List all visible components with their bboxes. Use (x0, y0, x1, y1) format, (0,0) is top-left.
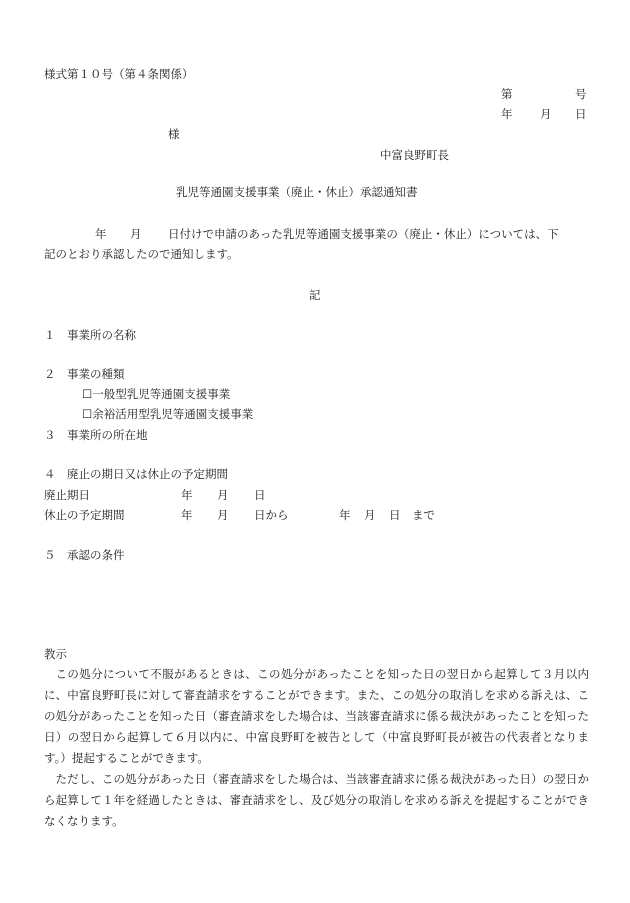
suspension-from-day: 日から (254, 508, 289, 522)
intro-month: 月 (130, 227, 142, 241)
suspension-until-year: 年 (339, 508, 351, 522)
intro-text-line2: 記のとおり承認したので通知します。 (44, 247, 239, 261)
notice-paragraph-1: この処分について不服があるときは、この処分があったことを知った日の翌日から起算して３月以内に、中富良野町長に対して審査請求をすることができます。また、この処分の取消しを求める訴えは、この処分があったことを知った日（審査請求をした場合は、当該審査請求に係る裁決があったことを知った日）の翌日から起算して６月以内に、中富良野町を被告として（中富良野町長が被告の代表者となります。）提起することができます。 (44, 667, 589, 765)
suspension-until-day: 日 まで (389, 508, 435, 522)
notice-heading: 教示 (44, 647, 67, 661)
suspension-label: 休止の予定期間 (44, 508, 125, 522)
abolition-year: 年 (181, 488, 193, 502)
doc-number-suffix: 号 (575, 87, 587, 101)
intro-year: 年 (95, 227, 107, 241)
item-5-conditions: ５ 承認の条件 (44, 548, 125, 562)
abolition-day: 日 (254, 488, 266, 502)
suspension-until-month: 月 (364, 508, 376, 522)
document-title: 乳児等通園支援事業（廃止・休止）承認通知書 (176, 185, 418, 199)
suspension-from-year: 年 (181, 508, 193, 522)
abolition-label: 廃止期日 (44, 488, 90, 502)
sender-name: 中富良野町長 (380, 148, 449, 162)
date-month: 月 (540, 107, 552, 121)
notice-paragraph-2: ただし、この処分があった日（審査請求をした場合は、当該審査請求に係る裁決があった日）の翌日から起算して１年を経過したときは、審査請求をし、及び処分の取消しを求める訴えを提起することができなくなります。 (44, 772, 589, 828)
date-year: 年 (501, 107, 513, 121)
item-2-option-surplus: ☐余裕活用型乳児等通園支援事業 (82, 407, 254, 421)
doc-number-prefix: 第 (501, 87, 513, 101)
item-4-period: ４ 廃止の期日又は休止の予定期間 (44, 467, 228, 481)
item-1-facility-name: １ 事業所の名称 (44, 328, 136, 342)
date-day: 日 (575, 107, 587, 121)
suspension-from-month: 月 (217, 508, 229, 522)
item-2-option-general: ☐一般型乳児等通園支援事業 (82, 387, 231, 401)
item-3-location: ３ 事業所の所在地 (44, 428, 148, 442)
item-2-business-type: ２ 事業の種類 (44, 367, 125, 381)
form-number: 様式第１０号（第４条関係） (44, 67, 194, 81)
intro-text-line1: 日付けで申請のあった乳児等通園支援事業の（廃止・休止）については、下 (168, 227, 559, 241)
ki-heading: 記 (309, 288, 321, 302)
abolition-month: 月 (217, 488, 229, 502)
addressee-suffix: 様 (168, 127, 180, 141)
